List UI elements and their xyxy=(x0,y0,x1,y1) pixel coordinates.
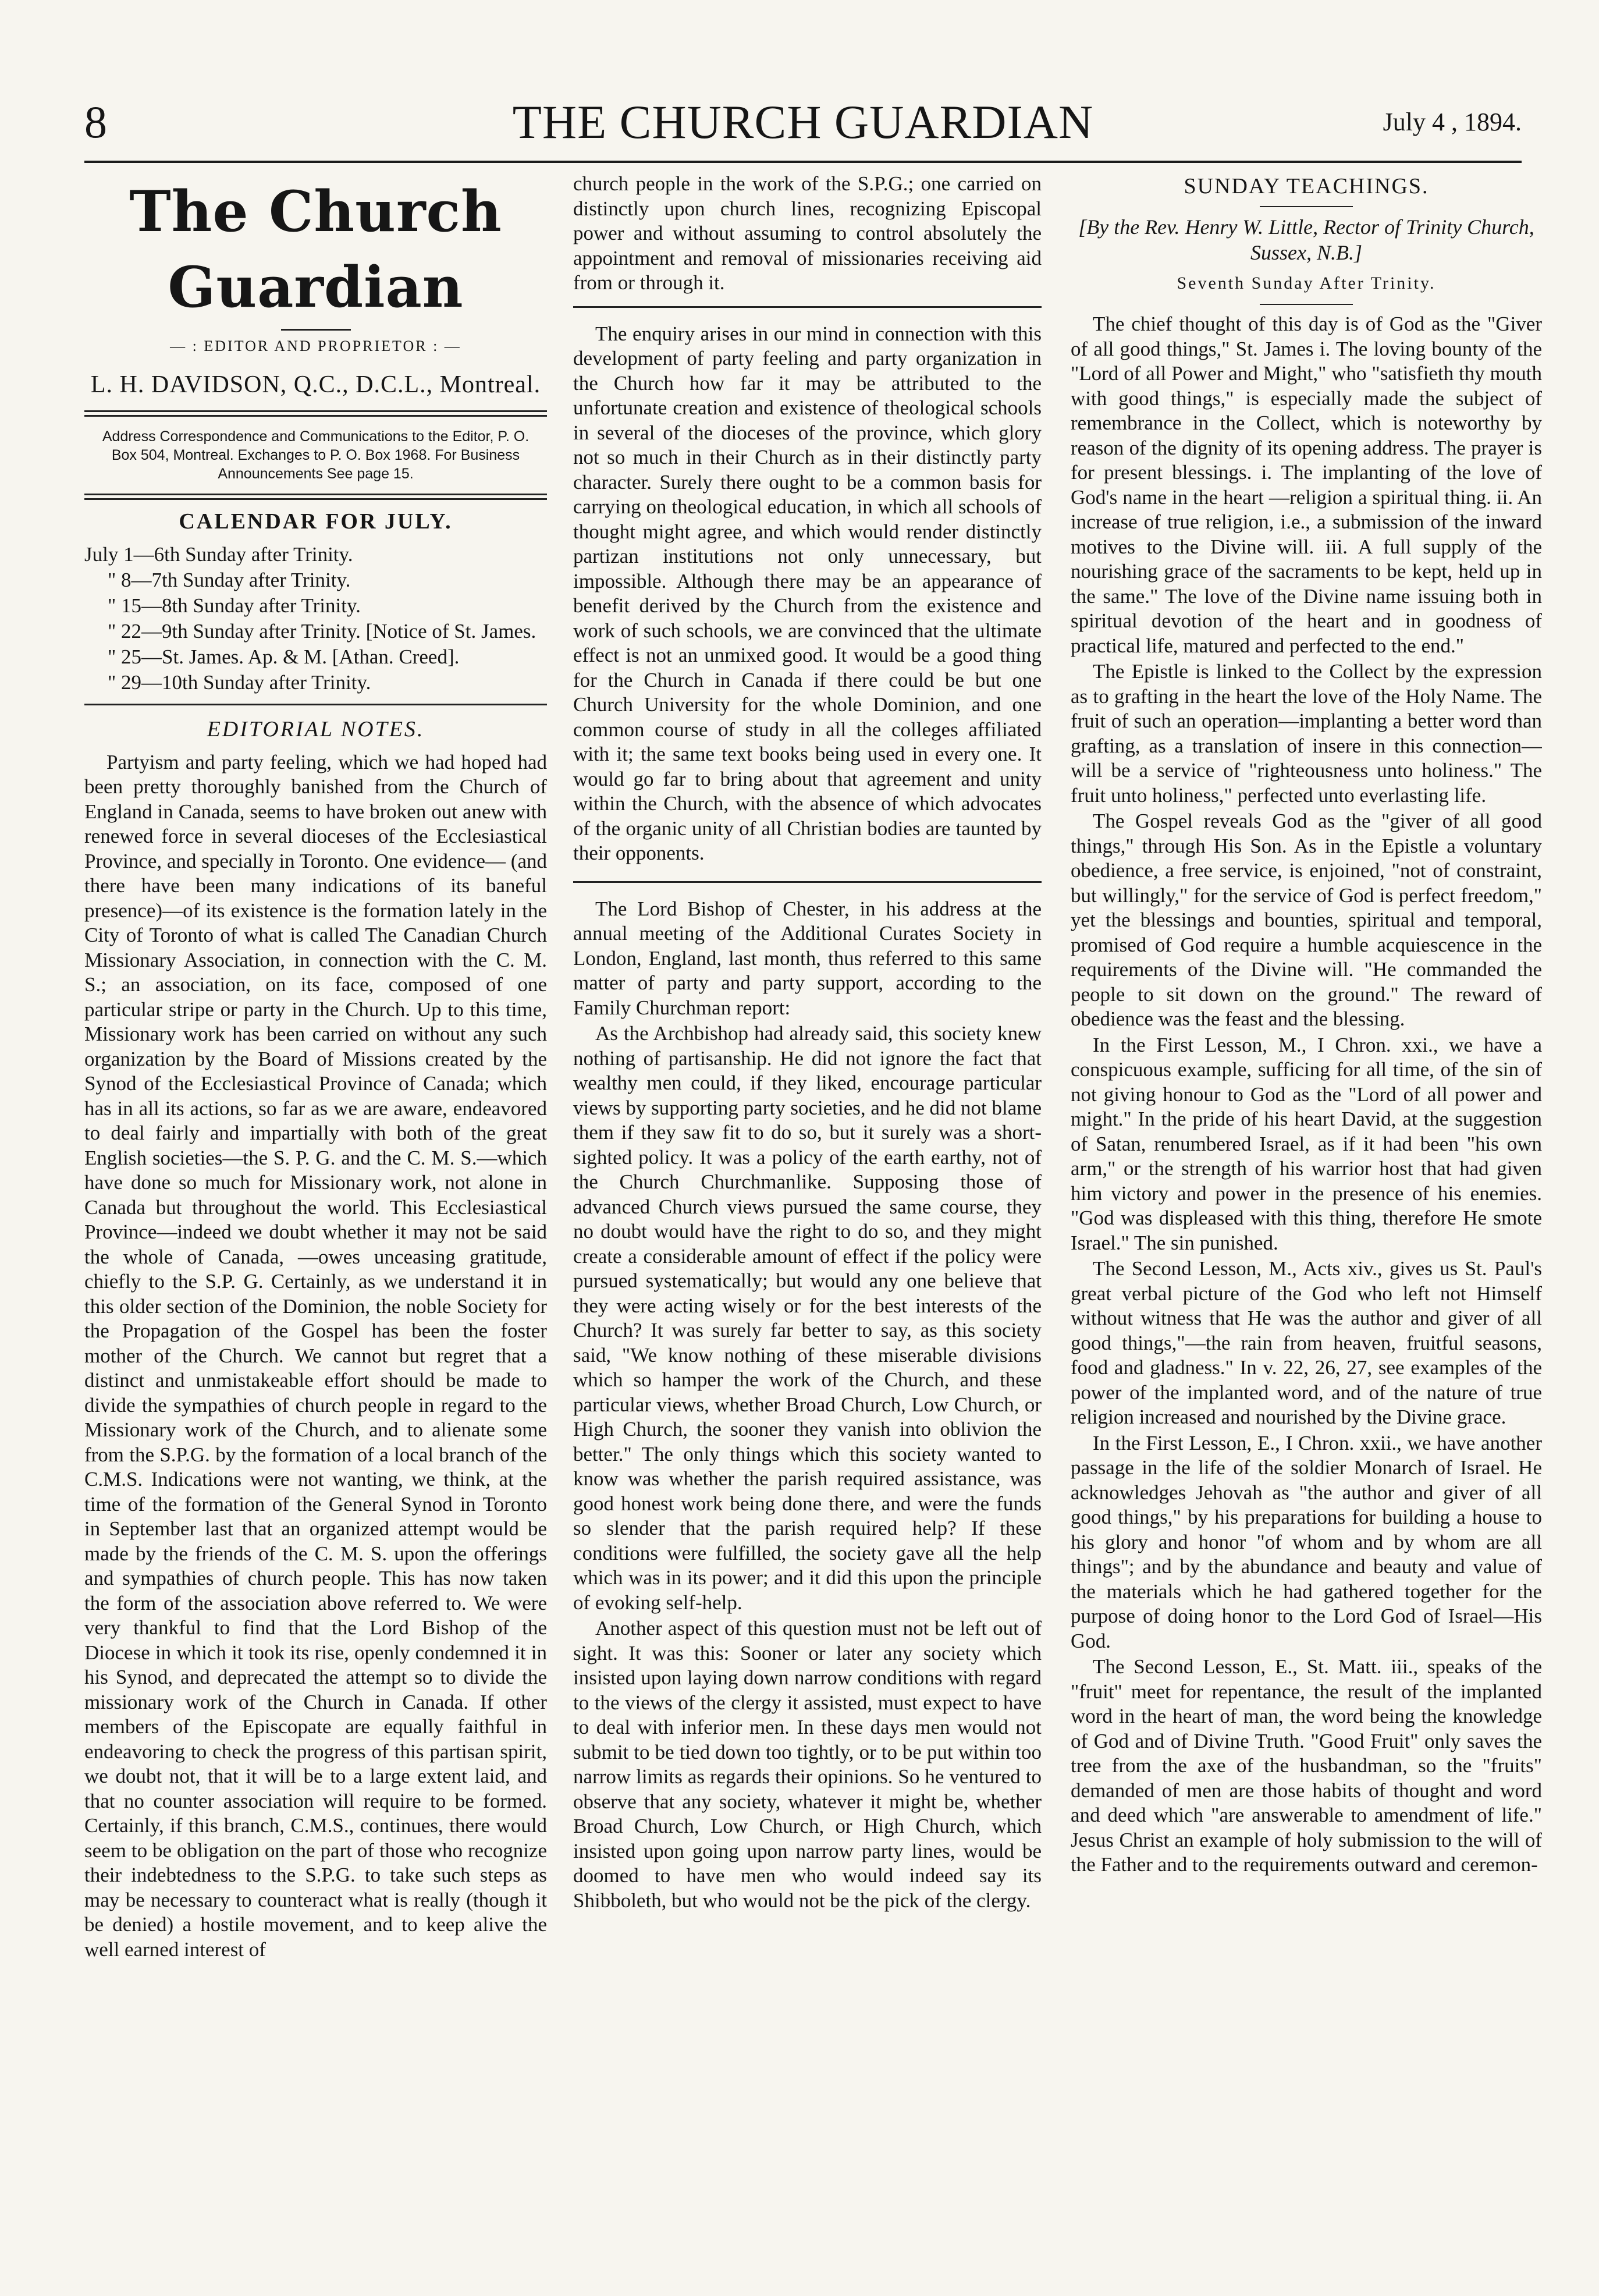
column-right xyxy=(1071,172,1542,2267)
teaching-paragraph: The Gospel reveals God as the "giver of all good things," through His Son. As in the Epistle a voluntary obedience, a free service, is enjoined, "not of constraint, but willingly," for the service of God is perfect freedom," yet the blessings and bounties, spiritual and temporal, promised of God require a humble acquiescence in the requirements of the Divine will. "He commanded the people to sit down on the ground." The reward of obedience was the feast and the blessing. xyxy=(1071,810,1542,1030)
divider xyxy=(573,881,1042,883)
divider xyxy=(84,410,547,417)
editorial-notes-heading: EDITORIAL NOTES. xyxy=(207,717,425,741)
quoted-paragraph: As the Archbishop had already said, this society knew nothing of partisanship. He did not ignore the fact that wealthy men could, if they liked, encourage particular views by supporting party societies, and he did not blame them if they saw fit to do so, but it surely was a short-sighted policy. It was a policy of the earth earthy, not of the Church Churchmanlike. Supposing those of advanced Church views pursued the same course, they no doubt would have the right to do so, and they might create a considerable amount of effect if the policy were pursued systematically; but would any one believe that they were acting wisely or for the best interests of the Church? It was surely far better to say, as this society said, "We know nothing of these miserable divisions which so hamper the work of the Church, and these particular views, whether Broad Church, Low Church, or High Church, the sooner they vanish into oblivion the better." The only things which this society wanted to know was whether the parish required assistance, was good honest work being done there, and were the funds so slender that the parish required help? If these conditions were fulfilled, the society gave all the help which was in its power; and it did this upon the principle of evoking self-help. xyxy=(573,1022,1042,1614)
masthead-title: The Church Guardian xyxy=(129,179,502,320)
teaching-paragraph: In the First Lesson, E., I Chron. xxii., we have another passage in the life of the soldier Monarch of Israel. He acknowledges Jehovah as "the author and giver of all good things," by his preparations for building a house to his glory and honor "of whom and by whom are all things"; and by the abundance and beauty and value of the materials which he had gathered together for the purpose of doing honor to the Lord God of Israel—His God. xyxy=(1071,1431,1542,1652)
divider xyxy=(573,306,1042,308)
calendar-item: " 25—St. James. Ap. & M. [Athan. Creed]. xyxy=(108,645,460,668)
calendar-item: " 22—9th Sunday after Trinity. [Notice of St. James. xyxy=(108,620,536,643)
teaching-paragraph: The chief thought of this day is of God as the "Giver of all good things," St. James i. The loving bounty of the "Lord of all Power and Might," who "satisfieth thy mouth with good things," is especially made the subject of remembrance in the Collect, which is noteworthy by reason of the dignity of its opening address. The prayer is for present blessings. i. The implanting of the love of God's name in the heart —religion a spiritual thing. ii. An increase of true religion, i.e., a submission of the inward motives to the Divine will. iii. A full supply of the nourishing grace of the sacraments to be kept, held up in the same." The love of the Divine name issuing both in spiritual devotion of the heart and in goodness of practical life, matured and perfected to the end." xyxy=(1071,313,1542,657)
calendar-item: " 29—10th Sunday after Trinity. xyxy=(108,671,371,694)
calendar-item: " 15—8th Sunday after Trinity. xyxy=(108,594,361,617)
masthead-ornament-rule xyxy=(281,329,351,331)
divider xyxy=(84,704,547,705)
teaching-paragraph: The Second Lesson, M., Acts xiv., gives us St. Paul's great verbal picture of the God who left not Himself without witness that He was the author and giver of all good things,"—the rain from heaven, fruitful seasons, food and gladness." In v. 22, 26, 27, see examples of the power of the implanted word, and of the nature of true religion increased and nourished by the Divine grace. xyxy=(1071,1257,1542,1428)
issue-date: July 4 , 1894. xyxy=(1383,108,1522,136)
teaching-paragraph: In the First Lesson, M., I Chron. xxi., we have a conspicuous example, sufficing for all time, of the sin of not giving honour to God as the "Lord of all power and might." In the pride of his heart David, at the suggestion of Satan, renumbered Israel, as if it had been "his own arm," or the strength of his warrior host that had given him victory and power in the presence of his enemies. "God was displeased with this thing, therefore He smote Israel." The sin punished. xyxy=(1071,1033,1542,1254)
editorial-paragraph: Partyism and party feeling, which we had hoped had been pretty thoroughly banished from the Church of England in Canada, seems to have broken out anew with renewed force in several dioceses of the Ecclesiastical Province, and specially in Toronto. One evidence— (and there have been many indications of its baneful presence)—of its existence is the formation lately in the City of Toronto of what is called The Canadian Church Missionary Association, in connection with the C. M. S.; an association, on its face, composed of one particular stripe or party in the Church. Up to this time, Missionary work has been carried on without any such organization by the Board of Missions created by the Synod of the Ecclesiastical Province of Canada; which has in all its actions, so far as we are aware, endeavored to deal fairly and impartially with both of the great English societies—the S. P. G. and the C. M. S.—which have done so much for Missionary work, not alone in Canada but throughout the world. This Ecclesiastical Province—indeed we doubt whether it may not be said the whole of Canada, —owes unceasing gratitude, chiefly to the S.P. G. Certainly, as we understand it in this older section of the Dominion, the noble Society for the Propagation of the Gospel has been the foster mother of the Church. We cannot but regret that a distinct and unmistakeable effort should be made to divide the sympathies of church people in regard to the Missionary work of the Church, and to alienate some from the S.P.G. by the formation of a local branch of the C.M.S. Indications were not wanting, we think, at the time of the formation of the General Synod in Toronto in September last that an organized attempt would be made by the friends of the C. M. S. upon the offerings and sympathies of church people. This has now taken the form of the association above referred to. We were very thankful to find that the Lord Bishop of the Diocese in which it took its rise, openly condemned it in his Synod, and deprecated the attempt so to divide the missionary work of the Church in Canada. If other members of the Episcopate are equally faithful in endeavoring to check the progress of this partisan spirit, we doubt not, that it will be to a large extent laid, and that no counter association will require to be formed. Certainly, if this branch, C.M.S., continues, there would seem to be obligation on the part of those who recognize their indebtedness to the S.P.G. to take such steps as may be necessary to counteract what is really (though it be denied) a hostile movement, and to keep alive the well earned interest of xyxy=(84,750,547,1961)
divider xyxy=(1260,206,1353,207)
article-paragraph: The enquiry arises in our mind in connection with this development of party feeling and party organization in the Church how far it may be attributed to the unfortunate creation and existence of theological schools in several of the dioceses of the province, which glory not so much in their Church as in their distinctly party character. Surely there ought to be a common basis for carrying on theological education, in which all schools of thought might agree, and which would render distinctly partizan institutions not only unnecessary, but impossible. Although there may be an appearance of benefit derived by the Church from the existence and work of such schools, we are convinced that the ultimate effect is not an unmixed good. It would be a good thing for the Church in Canada if there could be but one Church University for the whole Dominion, and one common course of study in all the colleges affiliated with it; the same text books being used in every one. It would go far to bring about that agreement and unity within the Church, with the absence of which advocates of the organic unity of all Christian bodies are taunted by their opponents. xyxy=(573,322,1042,864)
newspaper-title: THE CHURCH GUARDIAN xyxy=(512,95,1094,148)
column-middle xyxy=(573,172,1042,2267)
divider xyxy=(84,494,547,500)
subheading: Seventh Sunday After Trinity. xyxy=(1177,273,1436,293)
column-left xyxy=(84,172,547,2267)
page-header xyxy=(84,87,1522,157)
article-paragraph: The Lord Bishop of Chester, in his address at the annual meeting of the Additional Curates Society in London, England, last month, thus referred to this same matter of party and party support, according to the Family Churchman report: xyxy=(573,897,1042,1019)
header-rule xyxy=(84,161,1522,163)
address-notice: Address Correspondence and Communications to the Editor, P. O. Box 504, Montreal. Exchanges to P. O. Box 1968. For Business Announcements See page 15. xyxy=(102,428,530,482)
calendar-heading: CALENDAR FOR JULY. xyxy=(179,509,453,534)
teaching-paragraph: The Second Lesson, E., St. Matt. iii., speaks of the "fruit" meet for repentance, the result of the implanted word in the heart of man, the word being the knowledge of God and of Divine Truth. "Good Fruit" only saves the tree from the axe of the husbandman, so the "fruits" demanded of men are those habits of thought and word and deed which "are answerable to amendment of life." Jesus Christ an example of holy submission to the will of the Father and to the requirements outward and ceremon- xyxy=(1071,1655,1542,1876)
quoted-paragraph: Another aspect of this question must not be left out of sight. It was this: Sooner or later any society which insisted upon laying down narrow conditions with regard to the views of the clergy it assisted, must expect to have to deal with inferior men. In these days men would not submit to be tied down too tightly, or to be put within too narrow limits as regards their opinions. So he ventured to observe that any society, whatever it might be, whether Broad Church, Low Church, or High Church, which insisted upon going upon narrow party lines, would be doomed to have men who would indeed say its Shibboleth, but who would not be the pick of the clergy. xyxy=(573,1617,1042,1912)
editor-name: L. H. DAVIDSON, Q.C., D.C.L., Montreal. xyxy=(90,371,541,398)
divider xyxy=(1260,304,1353,305)
calendar-item: " 8—7th Sunday after Trinity. xyxy=(108,569,351,591)
page-number: 8 xyxy=(84,97,107,147)
byline: [By the Rev. Henry W. Little, Rector of Trinity Church, Sussex, N.B.] xyxy=(1078,215,1534,264)
teaching-paragraph: The Epistle is linked to the Collect by the expression as to grafting in the heart the love of the Holy Name. The fruit of such an operation—implanting a better word than grafting, as a translation of insere in this connection—will be a service of "righteousness unto holiness." The fruit unto holiness," perfected unto everlasting life. xyxy=(1071,660,1542,807)
article-paragraph: church people in the work of the S.P.G.; one carried on distinctly upon church lines, recognizing Episcopal power and without assuming to control absolutely the appointment and removal of missionaries receiving aid from or through it. xyxy=(573,172,1042,294)
calendar-item: July 1—6th Sunday after Trinity. xyxy=(84,543,353,566)
sunday-teachings-heading: SUNDAY TEACHINGS. xyxy=(1184,174,1429,198)
editor-label: — : EDITOR AND PROPRIETOR : — xyxy=(170,338,461,354)
